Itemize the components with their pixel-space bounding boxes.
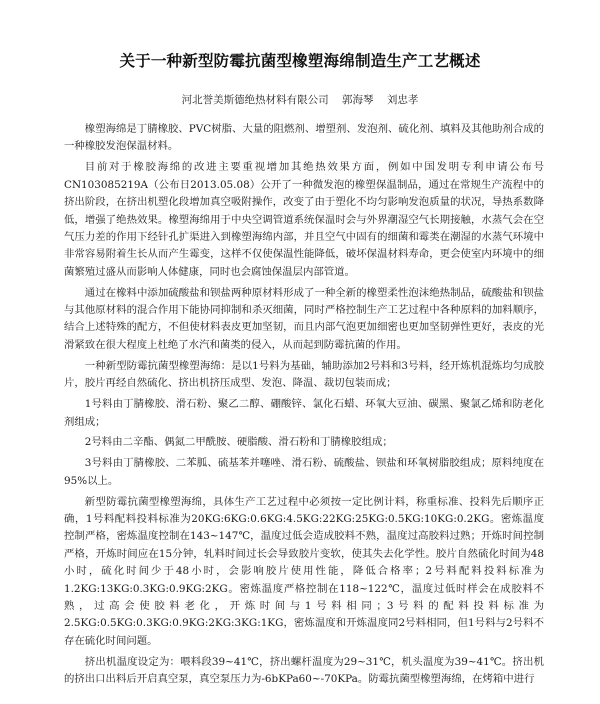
paragraph: 1号料由丁腈橡胶、滑石粉、聚乙二醇、硼酸锌、氯化石蜡、环氧大豆油、碳黑、聚氯乙烯和防老化剂组成； <box>64 398 544 428</box>
paragraph: 挤出机温度设定为：喂料段39~41℃，挤出螺杆温度为29~31℃，机头温度为39~41℃。挤出机的挤出口出料后开启真空泵，真空泵压力为-6bKPa60~-70KPa。防霉抗菌型橡塑海绵，在烤箱中进行 <box>64 655 544 686</box>
author-line <box>60 92 540 107</box>
paragraph: 新型防霉抗菌型橡塑海绵，具体生产工艺过程中必须按一定比例计料，称重标准、投料先后顺序正确，1号料配料投料标准为20KG:6KG:0.6KG:4.5KG:22KG:25KG:0.5KG:10KG:0.2KG。密炼温度控制严格，密炼温度控制在143~147℃，温度过低会造成胶料不熟，温度过高胶料过熟；开炼时间控制严格，开炼时间应在15分钟，轧料时间过长会导致胶片变软，使其失去化学性。胶片自然硫化时间为48小时，硫化时间少于48小时，会影响胶片使用性能，降低合格率；2号料配料投料标准为1.2KG:13KG:0.3KG:0.9KG:2KG。密炼温度严格控制在118~122℃，温度过低时样会在成胶料不熟，过高会使胶料老化，开炼时间与1号料相同；3号料的配料投料标准为2.5KG:0.5KG:0.3KG:0.9KG:2KG:3KG:1KG，密炼温度和开炼温度同2号料相同，但1号料与2号料不存在硫化时间问题。 <box>64 495 544 647</box>
paragraph: 橡塑海绵是丁腈橡胶、PVC树脂、大量的阻燃剂、增塑剂、发泡剂、硫化剂、填料及其他助剂合成的一种橡胶发泡保温材料。 <box>64 123 544 153</box>
paragraph: 一种新型防霉抗菌型橡塑海绵：是以1号料为基础，辅助添加2号料和3号料，经开炼机混炼均匀成胶片，胶片再经自然硫化、挤出机挤压成型、发泡、降温、裁切包装而成； <box>64 359 544 390</box>
author-name: 刘忠孝 <box>386 94 419 106</box>
paper-body <box>64 121 544 689</box>
author-name: 郭海琴 <box>342 94 374 106</box>
paragraph: 目前对于橡胶海绵的改进主要重视增加其绝热效果方面，例如中国发明专利申请公布号CN103085219A（公布日2013.05.08）公开了一种微发泡的橡塑保温制品，通过在常规生产流程中的挤出阶段，在挤出机塑化段增加真空吸附操作，改变了由于塑化不均匀影响发泡质量的状况，导热系数降低，增强了绝热效果。橡塑海绵用于中央空调管道系统保温时会与外界潮湿空气长期接触，水蒸气会在空气压力差的作用下经针孔扩渠进入到橡塑海绵内部，并且空气中固有的细菌和霉类在潮湿的水蒸气环境中非常容易附着生长从而产生霉变，这样不仅使保温性能降低，破坏保温材料寿命，更会使室内环境中的细菌繁殖过盛从而影响人体健康，同时也会腐蚀保温层内部管道。 <box>64 161 544 278</box>
paper-title: 关于一种新型防霉抗菌型橡塑海绵制造生产工艺概述 <box>119 52 481 70</box>
paragraph: 通过在橡料中添加硫酸盐和钡盐两种原材料形成了一种全新的橡塑柔性泡沫绝热制品，硫酸盐和钡盐与其他原材料的混合作用下能协同抑制和杀灭细菌，同时严格控制生产工艺过程中各种原料的加料顺序，结合上述特殊的配方，不但使材料表皮更加坚韧，而且内部气泡更加细密也更加坚韧弹性更好，表皮的光滑紧致在很大程度上杜绝了水汽和菌类的侵入，从而起到防霉抗菌的作用。 <box>64 286 544 351</box>
paragraph: 2号料由二辛酯、偶氮二甲酰胺、硬脂酸、滑石粉和丁腈橡胶组成； <box>84 436 393 449</box>
author-affiliation: 河北誉美斯德绝热材料有限公司 <box>181 94 329 106</box>
paragraph: 3号料由丁腈橡胶、二苯胍、硫基苯并噻唑、滑石粉、硫酸盐、钡盐和环氧树脂胶组成；原料纯度在95%以上。 <box>64 457 544 487</box>
